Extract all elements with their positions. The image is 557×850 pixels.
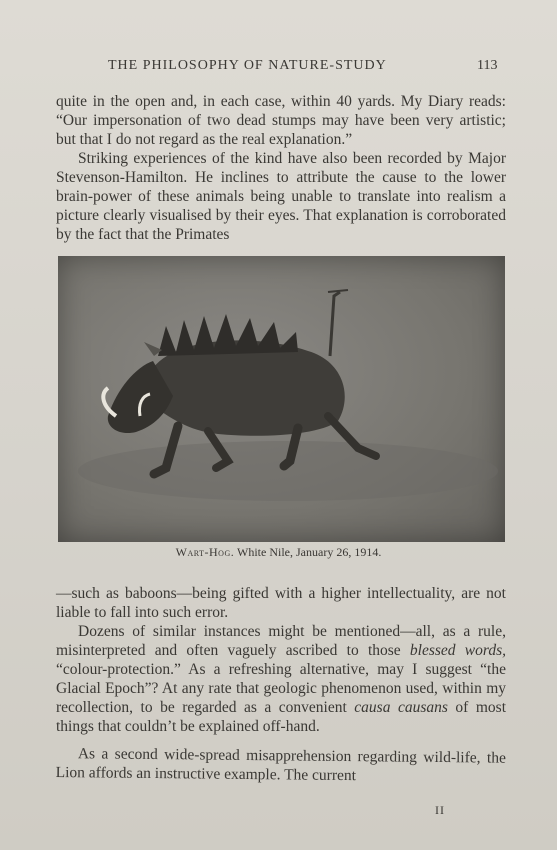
paragraph: Striking experiences of the kind have also been recorded by Major Stevenson-Hamilton. He inclines to attribute the cause to the lower brain-power of these animals being unable to translate into realism a picture clearly visualised by their eyes. That explanation is corroborated by the fact that the Primates bbox=[56, 150, 506, 243]
text-run: “colour-protection.” As a refreshing alternative, may I suggest “the Glacial Epoch”? At any rate that geologic phenomenon used, within my recollection, to be regarded as a convenient bbox=[56, 661, 506, 716]
italic-phrase: blessed words, bbox=[409, 642, 506, 659]
caption-text: White Nile, January 26, 1914. bbox=[237, 545, 382, 559]
signature-mark: II bbox=[435, 803, 445, 817]
text-run: of most things that couldn’t be explained off-hand. bbox=[56, 699, 506, 735]
italic-phrase: causa causans bbox=[354, 699, 448, 716]
caption-label: Wart-Hog. bbox=[175, 545, 235, 559]
text-block-middle bbox=[56, 584, 506, 736]
text-block-top bbox=[56, 92, 506, 244]
paragraph: As a second wide-spread misapprehension regarding wild-life, the Lion affords an instructive example. The current bbox=[55, 745, 506, 785]
figure-caption bbox=[0, 545, 557, 560]
paragraph bbox=[56, 622, 506, 736]
wart-hog-drawing bbox=[58, 256, 505, 542]
paragraph-continued: quite in the open and, in each case, within 40 yards. My Diary reads: “Our impersonation of two dead stumps may have been very artistic; but that I do not regard as the real explanation.” bbox=[56, 93, 506, 148]
wart-hog-illustration bbox=[58, 256, 505, 542]
running-title: THE PHILOSOPHY OF NATURE-STUDY bbox=[108, 58, 387, 73]
text-run: Dozens of similar instances might be mentioned—all, as a rule, misinterpreted and often vaguely ascribed to those bbox=[56, 623, 506, 659]
page-number: 113 bbox=[477, 58, 498, 73]
text-block-bottom bbox=[56, 744, 506, 787]
paragraph-continued: —such as baboons—being gifted with a higher intellectuality, are not liable to fall into such error. bbox=[56, 585, 506, 621]
